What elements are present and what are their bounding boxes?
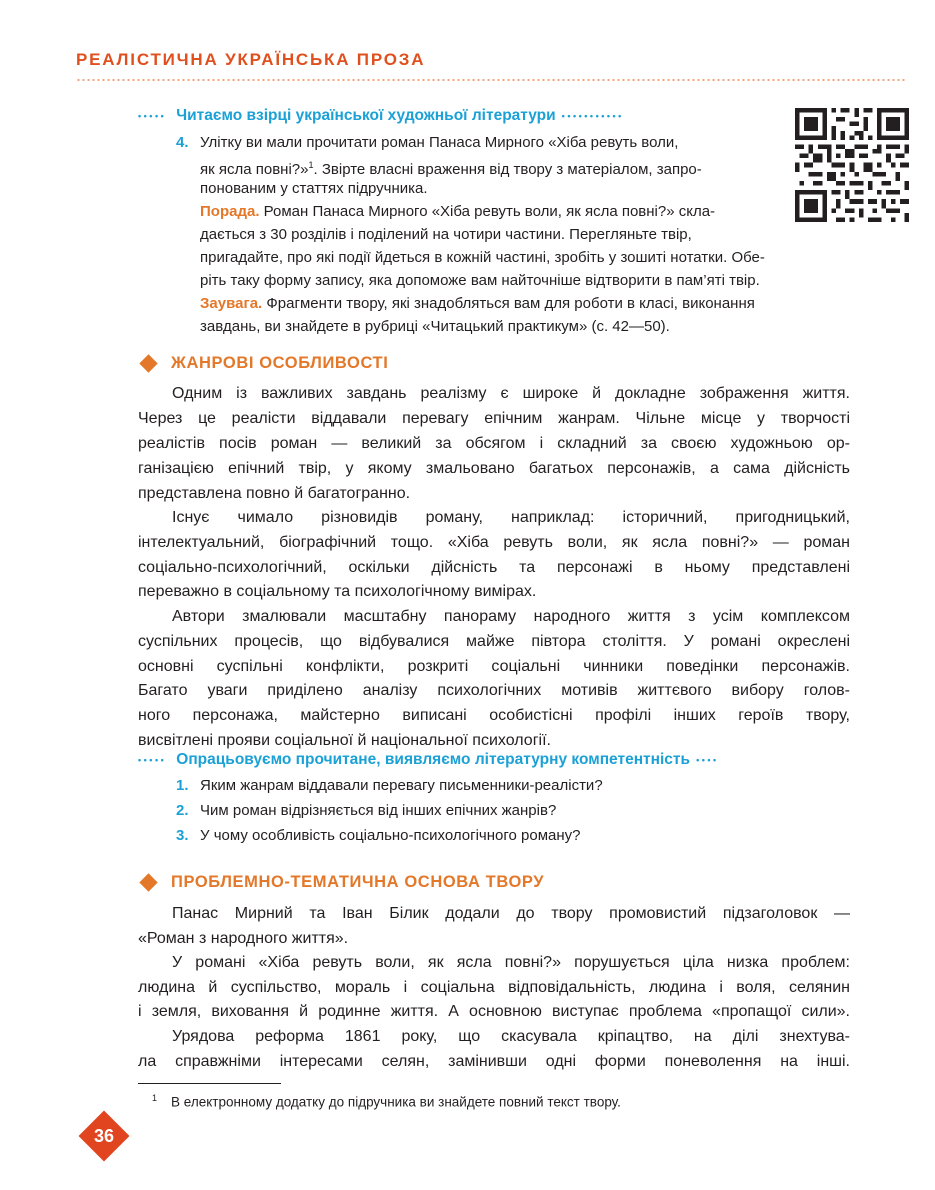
header-dotted-rule [76, 78, 906, 82]
body-line: реалістів посів роман — великий за обсягом і складний за своєю художньою ор- [138, 435, 850, 452]
body-line: ла справжніми інтересами селян, замінивши одні форми поневолення на інші. [138, 1053, 850, 1070]
body-line: переважно в соціальному та психологічному вимірах. [138, 583, 537, 600]
body-line: інтелектуальний, біографічний тощо. «Хіба ревуть воли, як ясла повні?» — роман [138, 534, 850, 551]
body-line: Панас Мирний та Іван Білик додали до твору промовистий підзаголовок — [172, 905, 850, 922]
rubric-title: Читаємо взірці української художньої літератури [176, 107, 556, 124]
footnote [152, 1093, 621, 1110]
task-line: понованим у статтях підручника. [200, 180, 428, 197]
body-line: У романі «Хіба ревуть воли, як ясла повні?» порушується ціла низка проблем: [172, 954, 850, 971]
tip-line: пригадайте, про які події йдеться в кожній частині, зробіть у зошиті нотатки. Обе- [200, 249, 765, 266]
body-line: Багато уваги приділено аналізу психологічних мотивів життєвого вибору голов- [138, 682, 850, 699]
tip-label: Порада. [200, 203, 260, 220]
tip-line: Порада. Роман Панаса Мирного «Хіба ревуть воли, як ясла повні?» скла- [200, 203, 716, 220]
page-number: 36 [93, 1125, 115, 1146]
rubric-dots-left: ••••• [138, 755, 167, 765]
section-heading-themes [140, 873, 544, 892]
section-title: ЖАНРОВІ ОСОБЛИВОСТІ [171, 354, 389, 372]
rubric-questions [138, 749, 719, 771]
footnote-rule [138, 1083, 281, 1084]
diamond-bullet-icon [139, 873, 157, 891]
note-line: завдань, ви знайдете в рубриці «Читацький практикум» (с. 42—50). [200, 318, 670, 335]
tip-line: дається з 30 розділів і поділений на чотири частини. Перегляньте твір, [200, 226, 692, 243]
body-line: ганізацією епічний твір, у якому змальовано багатьох персонажів, а сама дійсність [138, 460, 850, 477]
body-line: Урядова реформа 1861 року, що скасувала кріпацтво, на ділі знехтува- [172, 1028, 850, 1045]
tip-line: ріть таку форму запису, яка допоможе вам найточніше відтворити в пам’яті твір. [200, 272, 760, 289]
body-line: Одним із важливих завдань реалізму є широке й докладне зображення життя. [172, 385, 850, 402]
diamond-bullet-icon [139, 354, 157, 372]
rubric-dots-right: •••• [696, 755, 719, 765]
body-line: «Роман з народного життя». [138, 930, 349, 947]
running-header: РЕАЛІСТИЧНА УКРАЇНСЬКА ПРОЗА [76, 50, 426, 69]
body-line: ного персонажа, майстерно виписані особистісні профілі інших героїв твору, [138, 707, 850, 724]
question-item: 1. Яким жанрам віддавали перевагу письменники-реалісти? [176, 777, 603, 794]
section-title: ПРОБЛЕМНО-ТЕМАТИЧНА ОСНОВА ТВОРУ [171, 873, 545, 891]
body-line: висвітлені прояви соціальної й національної психології. [138, 732, 551, 749]
rubric-dots-right: ••••••••••• [561, 111, 624, 121]
body-line: основні суспільні конфлікти, розкриті соціальні чинники поведінки персонажів. [138, 658, 850, 675]
footnote-text: В електронному додатку до підручника ви знайдете повний текст твору. [171, 1094, 621, 1110]
task-number: 4. [176, 134, 189, 151]
rubric-title: Опрацьовуємо прочитане, виявляємо літературну компетентність [176, 751, 691, 768]
body-line: соціально-психологічний, оскільки дійсність та персонажі в ньому представлені [138, 559, 850, 576]
footnote-ref: 1 [308, 160, 314, 170]
question-item: 2. Чим роман відрізняється від інших епічних жанрів? [176, 802, 557, 819]
task-line: як ясла повні?»$^1$. Звірте власні враження від твору з матеріалом, запро- [200, 160, 702, 178]
task-line: Улітку ви мали прочитати роман Панаса Мирного «Хіба ревуть воли, [200, 134, 679, 151]
note-line: Заувага. Фрагменти твору, які знадобляться вам для роботи в класі, виконання [200, 295, 755, 312]
body-line: суспільних процесів, що відбувалися майже півтора століття. У романі окреслені [138, 633, 850, 650]
question-item: 3. У чому особливість соціально-психологічного роману? [176, 827, 581, 844]
body-line: представлена повно й багатогранно. [138, 485, 411, 502]
qr-code[interactable] [795, 108, 909, 222]
section-heading-genre [140, 354, 388, 373]
rubric-reading [138, 105, 624, 127]
footnote-mark: 1 [152, 1093, 158, 1103]
body-line: Автори змалювали масштабну панораму народного життя з усім комплексом [172, 608, 850, 625]
body-line: Через це реалісти віддавали перевагу епічним жанрам. Чільне місце у творчості [138, 410, 850, 427]
body-line: Існує чимало різновидів роману, наприклад: історичний, пригодницький, [172, 509, 850, 526]
body-line: і земля, виховання й родинне життя. А основною виступає проблема «пропащої сили». [138, 1003, 850, 1020]
page-number-badge [78, 1110, 130, 1162]
rubric-dots-left: ••••• [138, 111, 167, 121]
body-line: людина й суспільство, мораль і соціальна відповідальність, людина і воля, селянин [138, 979, 850, 996]
note-label: Заувага. [200, 295, 263, 312]
